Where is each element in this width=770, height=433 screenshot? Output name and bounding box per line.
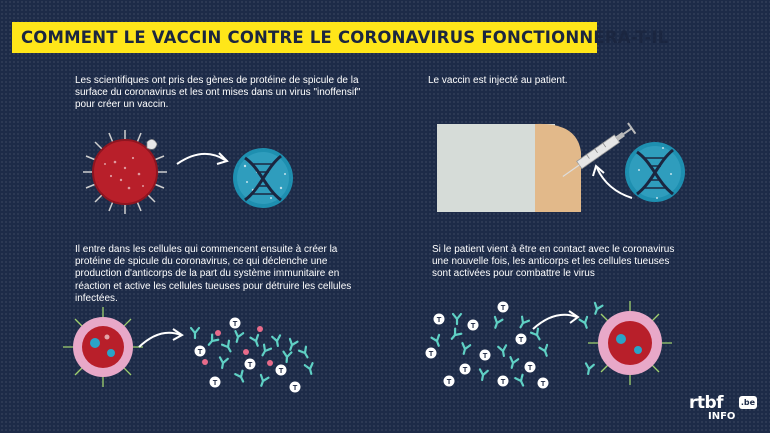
step-2-text: Le vaccin est injecté au patient. bbox=[428, 75, 568, 86]
antibody-icon bbox=[432, 335, 443, 347]
logo-badge: .be bbox=[740, 398, 756, 407]
antibody-icon bbox=[235, 371, 246, 383]
t-cell-icon bbox=[525, 362, 536, 373]
svg-text:T: T bbox=[232, 319, 238, 328]
antibody-icon bbox=[492, 317, 503, 329]
svg-text:T: T bbox=[197, 347, 203, 356]
infected-cell-icon bbox=[63, 307, 143, 387]
t-cell-icon bbox=[498, 376, 509, 387]
virus-particle-icon bbox=[257, 326, 263, 332]
svg-text:T: T bbox=[500, 377, 506, 386]
t-cell-icon bbox=[434, 314, 445, 325]
coronavirus-icon bbox=[83, 130, 167, 214]
antibody-icon bbox=[233, 331, 243, 343]
svg-text:T: T bbox=[278, 366, 284, 375]
svg-text:T: T bbox=[482, 351, 488, 360]
antibody-icon bbox=[206, 335, 219, 348]
antibody-icon bbox=[540, 345, 551, 357]
t-cell-icon bbox=[480, 350, 491, 361]
antibody-icon bbox=[305, 363, 315, 375]
svg-text:T: T bbox=[500, 303, 506, 312]
t-cell-icon bbox=[426, 348, 437, 359]
antibody-icon bbox=[584, 363, 594, 374]
svg-text:T: T bbox=[470, 321, 476, 330]
antibody-icon bbox=[517, 317, 529, 330]
antibody-icon bbox=[287, 339, 298, 351]
t-cell-icon bbox=[245, 359, 256, 370]
antibody-icon bbox=[191, 328, 199, 338]
coronavirus-icon bbox=[588, 301, 672, 385]
t-cell-icon bbox=[276, 365, 287, 376]
logo-name: rtbf bbox=[689, 393, 724, 413]
svg-text:T: T bbox=[540, 379, 546, 388]
antibody-icon bbox=[508, 357, 518, 369]
svg-text:T: T bbox=[436, 315, 442, 324]
svg-text:T: T bbox=[518, 335, 524, 344]
page-title: COMMENT LE VACCIN CONTRE LE CORONAVIRUS FONCTIONNERA-T-IL bbox=[12, 22, 597, 53]
antibody-icon bbox=[283, 352, 292, 363]
step-4-text: Si le patient vient à être en contact avec le coronavirus une nouvelle fois, les anticorps et les cellules tueuses sont activées pour combattre le virus bbox=[432, 244, 675, 280]
antibody-icon bbox=[218, 357, 228, 368]
step-4-illustration bbox=[425, 295, 675, 390]
svg-text:T: T bbox=[247, 360, 253, 369]
antibody-icon bbox=[478, 369, 488, 380]
t-cell-icon bbox=[460, 364, 471, 375]
svg-text:T: T bbox=[462, 365, 468, 374]
step-1-illustration bbox=[85, 128, 300, 223]
svg-text:T: T bbox=[446, 377, 452, 386]
virus-particle-icon bbox=[215, 330, 221, 336]
virus-particle-icon bbox=[202, 359, 208, 365]
antibody-icon bbox=[259, 345, 271, 358]
t-cell-icon bbox=[210, 377, 221, 388]
antibody-icon bbox=[299, 347, 311, 360]
vector-virus-icon bbox=[625, 142, 685, 202]
antibody-icon bbox=[453, 314, 461, 324]
t-cell-icon bbox=[444, 376, 455, 387]
t-cell-icon bbox=[195, 346, 206, 357]
antibody-icon bbox=[460, 343, 470, 355]
step-3-illustration bbox=[65, 307, 330, 392]
step-1-text: Les scientifiques ont pris des gènes de protéine de spicule de la surface du coronavirus et les ont mises dans un virus "inoffensif" pour créer un vaccin. bbox=[75, 75, 361, 111]
antibody-icon bbox=[592, 303, 603, 315]
svg-text:T: T bbox=[527, 363, 533, 372]
svg-text:T: T bbox=[428, 349, 434, 358]
antibody-icon bbox=[531, 329, 543, 342]
antibody-icon bbox=[251, 335, 262, 347]
t-cell-icon bbox=[538, 378, 549, 389]
t-cell-icon bbox=[230, 318, 241, 329]
step-2-illustration bbox=[437, 112, 692, 212]
step-3-text: Il entre dans les cellules qui commencent ensuite à créer la protéine de spicule du coronavirus, ce qui déclenche une production d'anticorps de la part du système immunitaire en réaction et active les cellules tueuses pour détruire les cellules infectées. bbox=[75, 244, 352, 304]
antibody-icon bbox=[580, 317, 591, 329]
virus-particle-icon bbox=[267, 360, 273, 366]
rtbf-logo bbox=[689, 393, 759, 425]
t-cell-icon bbox=[290, 382, 301, 393]
t-cell-icon bbox=[498, 302, 509, 313]
antibody-icon bbox=[515, 375, 526, 387]
arrow-icon bbox=[177, 154, 225, 164]
logo-sub: INFO bbox=[708, 411, 736, 422]
virus-particle-icon bbox=[243, 349, 249, 355]
vector-virus-icon bbox=[233, 148, 293, 208]
antibody-icon bbox=[498, 345, 508, 356]
antibody-icon bbox=[272, 335, 282, 346]
antibody-icon bbox=[222, 341, 234, 354]
antibody-icon bbox=[258, 375, 269, 387]
svg-text:T: T bbox=[292, 383, 298, 392]
antibody-icon bbox=[449, 329, 462, 342]
t-cell-icon bbox=[468, 320, 479, 331]
svg-text:T: T bbox=[212, 378, 218, 387]
t-cell-icon bbox=[516, 334, 527, 345]
